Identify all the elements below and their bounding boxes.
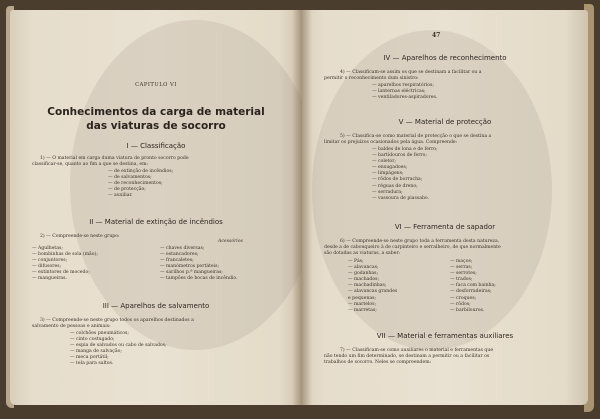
list-item: — rôdos; bbox=[450, 301, 471, 307]
watermark-emblem-left bbox=[70, 20, 302, 350]
list-item: — machados; bbox=[348, 277, 380, 283]
list-item: — barbilouros. bbox=[450, 307, 485, 313]
list-item: — cinto costugado; bbox=[70, 337, 115, 343]
list-item: — desforradeiras; bbox=[450, 289, 492, 295]
list-item: — de salvamentos; bbox=[108, 175, 152, 181]
section-4-intro-line1: 4) — Classificam-se assim os que se destinam a facilitar ou a bbox=[340, 70, 482, 75]
list-item: — ventiladores-aspiradores. bbox=[372, 95, 438, 101]
book-gutter bbox=[292, 10, 312, 405]
list-item: — espia de salvados ou cabo de salvados; bbox=[70, 343, 167, 349]
list-item: — alavancas grandes bbox=[348, 289, 398, 295]
list-item: — tela para saltos. bbox=[70, 361, 114, 367]
list-item: — conjuntores; bbox=[32, 258, 68, 264]
list-item: — de extinção de incêndios; bbox=[108, 169, 174, 174]
section-1-intro-line1: 1) — O material em carga duma viatura de pronto socorro pode bbox=[40, 156, 189, 161]
right-page bbox=[302, 10, 588, 405]
section-1-list bbox=[108, 169, 173, 199]
section-4-heading: IV — Aparelhos de reconhecimento bbox=[383, 54, 507, 62]
section-2-intro: 2) — Compreende-se neste grupo: bbox=[40, 234, 120, 239]
open-book bbox=[6, 4, 594, 414]
list-item: — vassoura de piassabo. bbox=[372, 195, 430, 201]
section-2-heading: II — Material de extinção de incêndios bbox=[89, 218, 223, 226]
section-7-intro-line2: não tendo um fim determinado, se destinam a permitir ou a facilitar os bbox=[324, 354, 490, 359]
list-item: — extintores de mocedo; bbox=[32, 270, 90, 276]
list-item: — estancadores; bbox=[160, 252, 199, 258]
list-item: — de reconhecimentos; bbox=[108, 181, 163, 187]
section-7-heading: VII — Material e ferramentas auxiliares bbox=[376, 332, 514, 340]
section-3-intro-line1: 3) — Compreende-se neste grupo todos os aparelhos destinados a bbox=[40, 318, 194, 323]
section-5-intro-line2: limitar os prejuízos ocasionados pela água. Compreende: bbox=[324, 140, 458, 145]
list-item: — alavancas; bbox=[348, 265, 379, 271]
chapter-label: CAPITULO VI bbox=[135, 82, 177, 88]
chapter-title-line1: Conhecimentos da carga de material bbox=[47, 106, 265, 118]
section-4-list bbox=[372, 83, 437, 101]
section-7-intro-line3: trabalhos de socorro. Neles se compreendem: bbox=[324, 360, 432, 365]
page-number: 47 bbox=[432, 32, 441, 39]
section-6-intro-line3: são dotadas as viaturas, a saber: bbox=[324, 251, 401, 256]
list-item: — maços; bbox=[450, 259, 473, 264]
list-item: — tampões de bocas de incêndio. bbox=[160, 276, 238, 282]
list-item: — Pás; bbox=[348, 259, 364, 264]
list-item: — aparelhos respiratórios; bbox=[372, 83, 434, 88]
list-item: — sarilhos p.ª mangueiras; bbox=[160, 270, 223, 276]
list-item: — serrotes; bbox=[450, 271, 477, 277]
section-5-list bbox=[372, 147, 438, 202]
list-item: — mangueiras. bbox=[32, 276, 67, 282]
list-item: — coletor; bbox=[372, 159, 396, 165]
section-3-list bbox=[70, 331, 167, 368]
section-3-heading: III — Aparelhos de salvamento bbox=[102, 302, 210, 310]
list-item: — Agulhetas; bbox=[32, 246, 63, 251]
list-item: — godanhas; bbox=[348, 271, 379, 277]
list-item: — lanternas eléctricas; bbox=[372, 89, 426, 95]
section-6-heading: VI — Ferramenta de sapador bbox=[394, 223, 496, 231]
list-item: — auxiliar. bbox=[108, 193, 133, 199]
section-4-intro-line2: permitir o reconhecimento dum sinistro: bbox=[324, 76, 419, 81]
list-item: — bartidouros de ferro; bbox=[372, 153, 427, 159]
section-5-heading: V — Material de protecção bbox=[398, 118, 492, 126]
section-5-intro-line1: 5) — Classifica-se como material de protecção o que se destina a bbox=[340, 134, 492, 139]
section-1-heading: I — Classificação bbox=[126, 142, 186, 150]
list-item: — trados; bbox=[450, 277, 473, 283]
section-2-col1 bbox=[32, 246, 98, 283]
section-7-intro-line1: 7) — Classificam-se como auxiliares o material e ferramentas que bbox=[340, 348, 494, 353]
section-6-intro-line2: desde a de cabouqueiro à de carpinteiro e serralheiro, de que normalmente bbox=[324, 245, 501, 250]
list-item: — serradura; bbox=[372, 189, 403, 195]
list-item: — colchões pneumáticos; bbox=[70, 331, 129, 336]
list-item: — enxugadoes; bbox=[372, 165, 408, 171]
list-item: — difusores; bbox=[32, 264, 62, 270]
list-item: — bombinhas de sola (mão); bbox=[32, 252, 98, 258]
list-item: — limpágens; bbox=[372, 171, 404, 177]
section-6-col2 bbox=[450, 259, 496, 314]
section-1-intro-line2: classificar-se, quanto ao fim a que se destina, em: bbox=[32, 162, 148, 167]
list-item: — croques; bbox=[450, 295, 477, 301]
list-item: — meca portátil; bbox=[70, 355, 109, 361]
list-item: — manómetros portáteis; bbox=[160, 264, 219, 270]
accessories-label: Acessórios bbox=[218, 239, 243, 244]
left-page bbox=[10, 10, 302, 405]
list-item: — réguas de dreno; bbox=[372, 183, 418, 189]
list-item: — faca com bainha; bbox=[450, 283, 496, 289]
section-3-intro-line2: salvamento de pessoas e animais: bbox=[32, 324, 111, 329]
list-item: — marretas; bbox=[348, 307, 377, 313]
list-item: — martelos; bbox=[348, 301, 377, 307]
list-item: — machadinhas; bbox=[348, 283, 387, 289]
section-6-col1 bbox=[348, 259, 397, 314]
list-item: — manga de salvação; bbox=[70, 349, 122, 355]
list-item: — baldes de lona e de ferro; bbox=[372, 147, 438, 152]
list-item: e pequenas; bbox=[348, 295, 377, 301]
list-item: — serras; bbox=[450, 265, 473, 271]
chapter-title-line2: das viaturas de socorro bbox=[86, 120, 226, 132]
list-item: — de protecção; bbox=[108, 187, 146, 193]
section-2-col2 bbox=[160, 246, 238, 283]
section-6-intro-line1: 6) — Compreende-se neste grupo toda a ferramenta desta natureza, bbox=[340, 239, 500, 244]
list-item: — chaves diversas; bbox=[160, 246, 205, 251]
list-item: — rôdos de borracha; bbox=[372, 177, 423, 183]
list-item: — francaletes; bbox=[160, 258, 194, 264]
